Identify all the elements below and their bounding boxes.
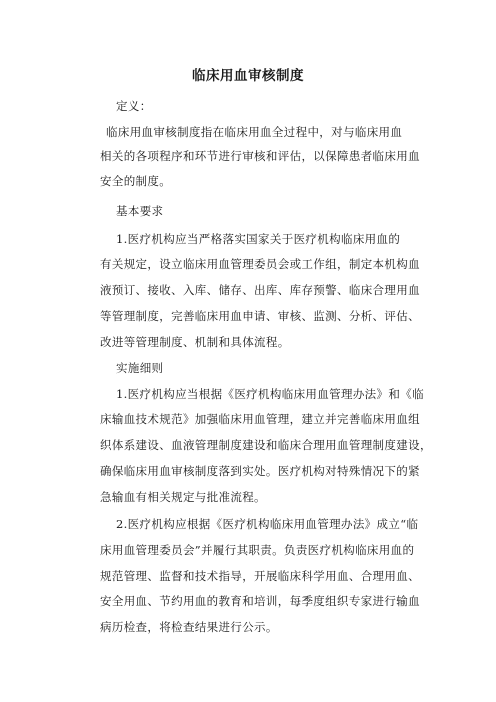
text-line: 确保临床用血审核制度落到实处。医疗机构对特殊情况下的紧 (100, 464, 420, 478)
text-line: 规范管理、监督和技术指导，开展临床科学用血、合理用血、 (100, 569, 420, 583)
text-line: 1.医疗机构应当根据《医疗机构临床用血管理办法》和《临 (116, 387, 424, 401)
text-line: 2.医疗机构应根据《医疗机构临床用血管理办法》成立“临 (116, 517, 419, 531)
text-line: 安全用血、节约用血的教育和培训，每季度组织专家进行输血 (100, 594, 420, 608)
text-line: 等管理制度，完善临床用血申请、审核、监测、分析、评估、 (100, 309, 420, 323)
text-line: 病历检查，将检查结果进行公示。 (100, 620, 278, 634)
page-title: 临床用血审核制度 (192, 68, 304, 84)
text-line: 有关规定，设立临床用血管理委员会或工作组，制定本机构血 (100, 257, 420, 271)
text-line: 1.医疗机构应当严格落实国家关于医疗机构临床用血的 (116, 232, 401, 246)
text-line: 床输血技术规范》加强临床用血管理，建立并完善临床用血组 (100, 412, 420, 426)
text-line: 改进等管理制度、机制和具体流程。 (100, 335, 290, 349)
text-line: 相关的各项程序和环节进行审核和评估，以保障患者临床用血 (100, 149, 420, 163)
section-heading: 基本要求 (116, 204, 164, 218)
text-line: 液预订、接收、入库、储存、出库、库存预警、临床合理用血 (100, 283, 420, 297)
text-line: 急输血有相关规定与批准流程。 (100, 490, 266, 504)
text-line: 织体系建设、血液管理制度建设和临床合理用血管理制度建设， (100, 438, 432, 452)
text-line: 定义： (116, 99, 152, 113)
text-line: 临床用血审核制度指在临床用血全过程中，对与临床用血 (106, 125, 403, 139)
text-line: 床用血管理委员会”并履行其职责。负责医疗机构临床用血的 (100, 543, 415, 557)
text-line: 安全的制度。 (100, 174, 172, 188)
section-heading: 实施细则 (116, 361, 164, 375)
